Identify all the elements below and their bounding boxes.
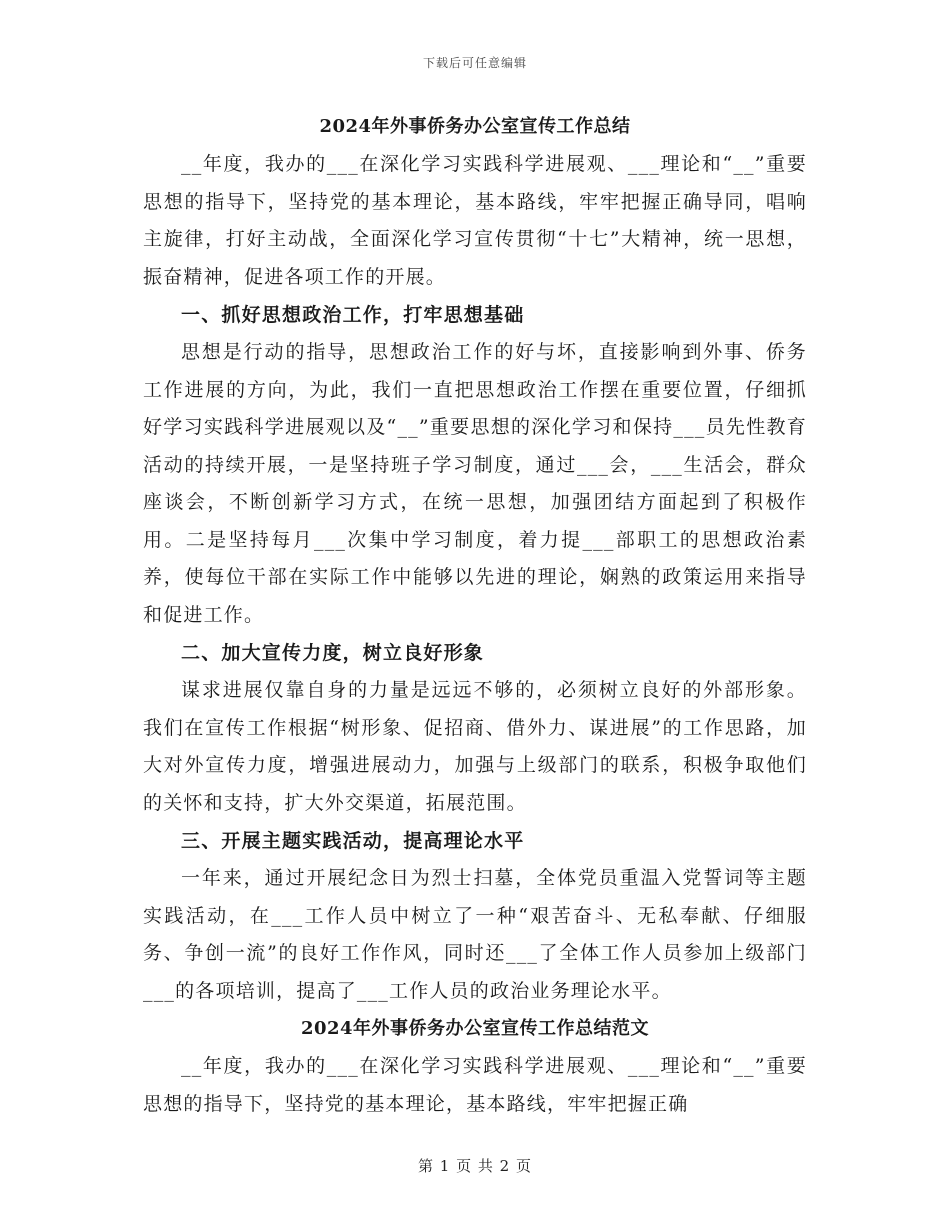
section-3-heading: 三、开展主题实践活动，提高理论水平	[181, 830, 525, 852]
document-content	[143, 108, 807, 1123]
section-1-body: 思想是行动的指导，思想政治工作的好与坏，直接影响到外事、侨务工作进展的方向，为此，我们一直把思想政治工作摆在重要位置，仔细抓好学习实践科学进展观以及“__”重要思想的深化学习和保持___员先性教育活动的持续开展，一是坚持班子学习制度，通过___会，___生活会，群众座谈会，不断创新学习方式，在统一思想，加强团结方面起到了积极作用。二是坚持每月___次集中学习制度，着力提___部职工的思想政治素养，使每位干部在实际工作中能够以先进的理论，娴熟的政策运用来指导和促进工作。	[143, 341, 807, 626]
second-intro-paragraph: __年度，我办的___在深化学习实践科学进展观、___理论和“__”重要思想的指导下，坚持党的基本理论，基本路线，牢牢把握正确	[143, 1055, 807, 1115]
document-title: 2024年外事侨务办公室宣传工作总结	[319, 116, 631, 137]
section-2-heading: 二、加大宣传力度，树立良好形象	[181, 642, 485, 664]
intro-paragraph: __年度，我办的___在深化学习实践科学进展观、___理论和“__”重要思想的指导下，坚持党的基本理论，基本路线，牢牢把握正确导同，唱响主旋律，打好主动战，全面深化学习宣传贯彻“十七”大精神，统一思想，振奋精神，促进各项工作的开展。	[143, 153, 807, 288]
page-number: 第 1 页 共 2 页	[418, 1157, 532, 1175]
second-title: 2024年外事侨务办公室宣传工作总结范文	[300, 1018, 650, 1039]
section-2-body: 谋求进展仅靠自身的力量是远远不够的，必须树立良好的外部形象。我们在宣传工作根据“树形象、促招商、借外力、谋进展”的工作思路，加大对外宣传力度，增强进展动力，加强与上级部门的联系，积极争取他们的关怀和支持，扩大外交渠道，拓展范围。	[143, 679, 807, 814]
header-note: 下载后可任意编辑	[422, 56, 527, 70]
section-3-body: 一年来，通过开展纪念日为烈士扫墓，全体党员重温入党誓词等主题实践活动，在___工作人员中树立了一种“艰苦奋斗、无私奉献、仔细服务、争创一流”的良好工作作风，同时还___了全体工作人员参加上级部门___的各项培训，提高了___工作人员的政治业务理论水平。	[143, 867, 807, 1002]
section-1-heading: 一、抓好思想政治工作，打牢思想基础	[181, 304, 525, 326]
